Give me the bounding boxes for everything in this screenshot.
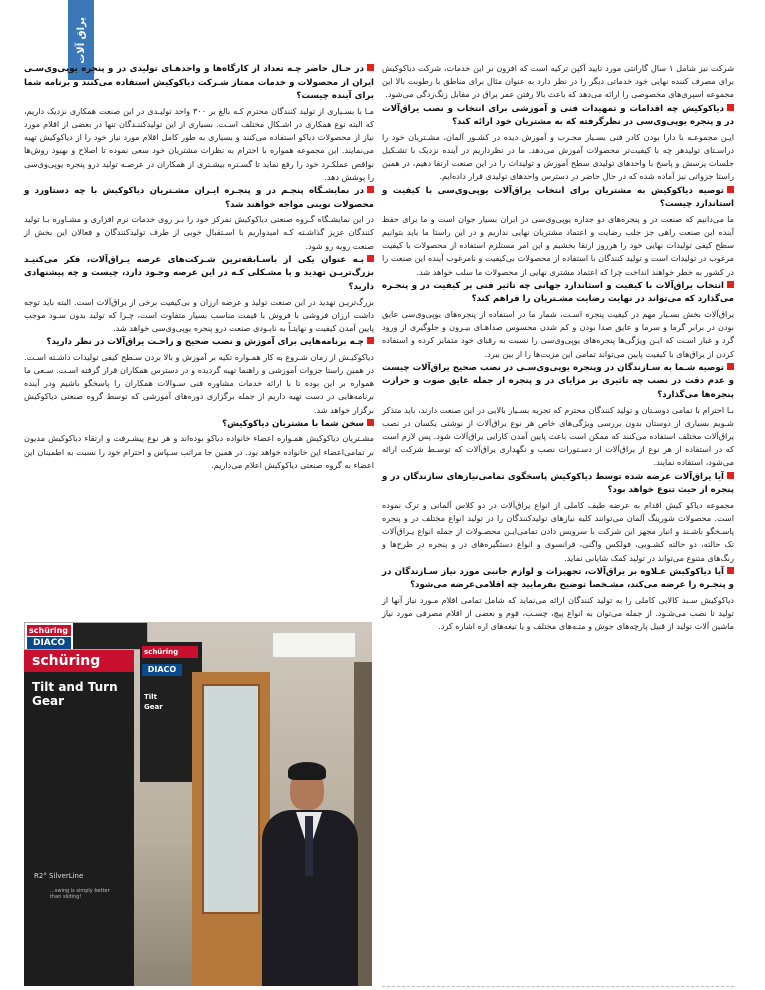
tall-product-banner xyxy=(24,650,134,986)
window-pane xyxy=(202,684,260,914)
mid-banner-sub: DIACO xyxy=(142,664,182,676)
answer-paragraph: دیاکوکیـش از زمان شـروع به کار همـواره تکیه بر آموزش و بالا بردن سـطح کیفی تولیدات داشـته اسـت. در همین راستا جزوات آموزشی و راهنما تهیه گردیده و در دسترس همکاران قرار گرفته اسـت. سـعی ما همواره بر این بوده تا با ارائه خدمات مشاوره فنی سـوالات همکاران را پاسخگو باشیم ودر آینده برنامه‌هایی در دست تهیه داریم از جمله برگزاری دوره‌های آموزشی که توسط گروه صنعتی دیاکوکیش برگزار خواهد شد. xyxy=(24,351,374,415)
question-text: توصیه دیاکوکیش به مشتریان برای انتخاب یراق‌آلات یوپی‌وی‌سی با کیفیت و استاندارد چیست؟ xyxy=(382,185,734,210)
question-heading xyxy=(382,103,734,130)
answer-paragraph: ما می‌دانیم که صنعت در و پنجره‌های دو جداره یوپی‌وی‌سی در ایران بسیار جوان است و ما برای حفظ آینده این صنعت راهی جز جلب رضایت و اعتماد مشتریان نهایی نداریم و در این راستا ما باید بتوانیم سطح کیفی تولیدات نهایی خود را هرروز ارتقا بخشیم و این امر مستلزم استفاده از محصولات با کیفیت مرغوب در تولیدات است و تولید کنندگان با استفاده از محصولات بی‌کیفیت و نامرغوب آینده این صنعت را در کشور به خطر خواهند انداخت چرا که اعتماد مشتری نهایی از محصولات ما سلب خواهد شد. xyxy=(382,213,734,277)
tall-banner-product: R2° SilverLine xyxy=(34,872,84,880)
question-heading xyxy=(382,362,734,403)
top-banner-dark xyxy=(73,623,147,649)
top-brand-banner xyxy=(24,622,148,650)
right-text-column xyxy=(382,62,734,635)
red-bullet-icon xyxy=(727,281,734,288)
question-text: در حـال حاضر چـه تعداد از کارگاه‌ها و واحدهـای تولیدی در و پنجره یوپی‌وی‌سـی ایران از محصولات و خدمات ممتاز شـرکت دیاکوکیش استفاده می‌کنند و برنامه شما برای آینده چیست؟ xyxy=(24,64,374,102)
question-text: بـه عنوان یکی از باسـابقه‌ترین شـرکت‌های عرصه یـراق‌آلات، فکر می‌کنیـد بزرگ‌تریـن تهدید و یا مشـکلی کـه در این عرصه وجـود دارد، چیست و چه پیشنهادی دارید؟ xyxy=(24,254,374,292)
window-sample xyxy=(192,672,270,986)
tall-banner-logo: schüring xyxy=(24,650,134,672)
red-bullet-icon xyxy=(367,419,374,426)
top-brand-sub: DIACO xyxy=(27,637,71,649)
red-bullet-icon xyxy=(727,186,734,193)
mid-banner-title xyxy=(144,692,163,712)
answer-paragraph: دیاکوکیش سـبد کالایی کاملی را به تولید کنندگان ارائه می‌نماید که شامل تمامی اقلام مـورد نیاز آنها از تولید تا نصب می‌شـود. از جمله می‌توان به انواع پیچ، چسـب، فوم و بعضی از اقلام مصرفی مورد نیاز ماشین آلات تولید از قبیل پارچه‌های جوش و متـه‌های مختلف و یا تیغه‌های اره اشاره کرد. xyxy=(382,595,734,632)
question-text: چـه برنامه‌هایی برای آموزش و نصب صحیح و راحـت یراق‌آلات در نظر دارید؟ xyxy=(46,337,364,348)
question-text: آیا دیاکوکیش عـلاوه بر یراق‌آلات، تجهیزات و لوازم جانبی مورد نیاز سـازندگان در و پنجـره را عرضه می‌کند، مشـخصا توضیح بفرمایید چه اقلامی‌عرضه می‌شود؟ xyxy=(382,566,734,591)
bottom-divider xyxy=(382,986,734,987)
question-heading xyxy=(24,336,374,350)
red-bullet-icon xyxy=(367,337,374,344)
question-heading xyxy=(382,471,734,498)
person-tie xyxy=(305,816,313,876)
red-bullet-icon xyxy=(727,472,734,479)
question-heading xyxy=(382,566,734,593)
answer-paragraph: یراق‌آلات بخش بسـیار مهم در کیفیت پنجره اسـت، شمار ما در استفاده از پنجره‌های یوپی‌وی‌سی عایق بودن در برابر گرما و سرما و عایق صدا بودن و کم شدن محسوس صداهـای بیـرون و جلوگیری از ورود گرد و غبار اسـت که ایـن ویژگی‌ها پنجره‌های یوپی‌وی‌سی را نسبت به رقبای خود متمایز کرده و استفاده کردن از یراق‌های با کیفیت پایین می‌تواند تمامی این مزیت‌ها را از بین ببرد. xyxy=(382,309,734,359)
question-heading xyxy=(382,280,734,307)
answer-paragraph: ایـن مجموعـه با دارا بودن کادر فنی بسـیار مجـرب و آموزش دیده در کشـور آلمان، مشـتریان خود را دراسـتای تولیدهر چه با کیفیت‌تر محصولات آموزش می‌دهد. ما در نظرداریم در آینده نزدیک با تشـکیل جلسات پرسش و پاسخ با واحدهای تولیدی سطح آموزش و تولیدات را در این صنعت ارتقا دهیم، در همین راستا جزواتی نیز آماده شده که در حال حاضر در دسترس واحدهای تولیدی قرار داده‌ایم. xyxy=(382,131,734,182)
answer-paragraph: بـا احترام با تمامی دوسـتان و تولید کنندگان محترم که تجربه بسـیار بالایی در این صنعت دارند، باید متذکر شـویم بسیاری از دوستان بدون بررسی ویژگی‌های خاص هر نوع یراق‌آلات از نوشتی یکسان در نصب یراق‌آلات مختلف استفاده می‌کنند که ممکن است باعث پایین آمدن کارایی یراق‌آلات شود. پس لازم است که در استفاده از هر نوع از یراق‌آلات از دسـتورات نصب و نگهداری یراق‌آلات که توسـط شرکت ارائه می‌شود، استفاده نمایند. xyxy=(382,404,734,468)
red-bullet-icon xyxy=(727,104,734,111)
ceiling-lamp xyxy=(272,632,356,658)
question-text: سخن شما با مشتریان دیاکوکیش؟ xyxy=(222,418,364,429)
question-text: انتخاب یراق‌آلات با کیفیت و استاندارد جهانی چه تاثیر فنی بر کیفیت در و پنجـره می‌گذارد که می‌تواند در نهایت رضایت مشـتریان را فراهم کند؟ xyxy=(382,280,734,305)
tall-banner-title xyxy=(32,680,118,708)
answer-paragraph: شرکت نیز شامل ۱ سال گارانتی مورد تایید آکپن ترکیه است که افزون بر این خدمات، شرکت دیاکوکیش برای مصرف کننده نهایی خود خدماتی دیگر را در نظر دارد به عنوان مثال برای مناطق با رطوبت بالا این مجموعه اسپری‌های مخصوصی را ارائه می‌دهد که باعث بالا رفتن عمر یراق در مقابل زنگ‌زدگی می‌شود. xyxy=(382,63,735,100)
question-heading xyxy=(24,63,374,104)
red-bullet-icon xyxy=(727,363,734,370)
question-heading xyxy=(382,185,734,212)
tall-banner-slogan: ...swing is simply better than sliding! xyxy=(50,888,110,900)
question-text: آیا یراق‌آلات عرضه شده توسط دیاکوکیش پاسخگوی تمامی‌نیازهای سازندگان در و پنجره از حیث تنوع خواهد بود؟ xyxy=(382,471,734,496)
mid-banner-title-line2: Gear xyxy=(144,703,163,711)
answer-paragraph: بزرگ‌تریـن تهدید در این صنعت تولید و عرضه ارزان و بی‌کیفیت برخی از یراق‌آلات است. البته باید توجه داشت ارزان فروشی با فروش با قیمت مناسب بسیار متفاوت است، چـرا که تولید بدون سـود موجب پایین آمدن کیفیت و نهایتـاً به نابـودی صنعت درو پنجره یوپی‌وی‌سی خواهد شد. xyxy=(24,296,374,333)
question-heading xyxy=(24,254,374,295)
red-bullet-icon xyxy=(367,64,374,71)
mid-banner-logo: schüring xyxy=(142,646,198,658)
answer-paragraph: مجموعه دیاکو کیش اقدام به عرضه طیف کاملی از انواع یراق‌آلات در دو کلاس آلمانی و ترک نموده است. محصولات شورینگ آلمان می‌توانند کلیه نیازهای تولیدکنندگان را در تولید انواع مختلف در و پنجره پاسـخگو باشـند و انبار مجهز این شرکت با سرویس دادن تمامی‌ایـن محصـولات از جمله انواع یـراق‌آلات تک حالته، دو حالته کشـویی، فولکس واگنی، فرانسوی و انواع دستگیره‌های در و پنجره در طرح‌ها و رنگ‌های متنوع می‌تواند در تولید کمک شایانی نماید. xyxy=(382,499,734,563)
tall-banner-title-line2: Gear xyxy=(32,694,65,708)
question-text: در نمایشـگاه پنجـم در و پنجـره ایـران مشـتریان دیاکوکیش با چه دستاورد و محصولات نوینی مواجه خواهند شد؟ xyxy=(24,186,374,210)
question-text: دیاکوکیش چه اقدامات و تمهیدات فنی و آموزشی برای انتخاب و نصب یراق‌آلات در و پنجره یوپی‌وی‌سی در نظرگرفته که به مشتریان خود ارائه کند؟ xyxy=(382,103,734,128)
mid-banner-title-line1: Tilt xyxy=(144,693,157,701)
section-tab-label: یراق آلات xyxy=(75,16,87,64)
interview-photo xyxy=(24,622,372,986)
answer-paragraph: مـا با بسـیاری از تولید کنندگان محترم کـه بالغ بر ۳۰۰ واحد تولیـدی در این صنعت همکاری نزدیک داریم، که البته نوع همکاری در اشـکال مختلف اسـت. بسیاری از این تولیدکننـدگان تنها در بعضی از اقلام مورد نیاز از محصولات دیاکو استفاده می‌کنند و بسیاری به طور کامل اقلام مورد نیاز خود را از دیاکوکیش تهیه می‌نمایند. این مجموعه همواره با احترام به نظرات مشتریان خود سعی نموده تا اصلاح و بهبود روش‌ها نواقص عملکـرد خود را رفع نماید تا گسـتره بیشـتری از همکاران در عرصـه تولید درو پنجره یوپی‌وی‌سی را پوشش دهد. xyxy=(24,105,375,182)
red-bullet-icon xyxy=(727,567,734,574)
person-hair xyxy=(288,762,326,780)
question-text: توصیه شـما به سـازندگان در وپنجره یوپی‌وی‌سـی در نصب صحیح یراق‌آلات چیست و عدم دقت در نصب چه تاثیری بر مزایای در و پنجره از جمله عایق صوت و حرارت پنجره‌ها می‌گذارد؟ xyxy=(382,362,734,400)
answer-paragraph: مشـتریان دیاکوکیش همـواره اعضاء خانواده دیاکو بوده‌اند و هر نوع پیشـرفت و ارتقاء دیاکوکیش مدیون بر تمامی‌اعضاء این خانواده خواهد بود. در همین جا مراتب سـپاس و احترام خود را نسبت به اطمینان این اعضاء به گروه صنعتی دیاکوکیش اعلام می‌داریم. xyxy=(24,433,374,470)
top-brand-logo: schüring xyxy=(27,625,71,636)
red-bullet-icon xyxy=(367,255,374,262)
red-bullet-icon xyxy=(367,186,374,193)
question-heading xyxy=(24,418,374,432)
answer-paragraph: در این نمایشـگاه گـروه صنعتی دیاکوکیش تمرکز خود را بـر روی خدمات نرم افزاری و مشـاوره بـا تولید کنندگان عزیز گذاشـته کـه امیدواریم با اسـتقبال خوبی از طرف تولیدکنندگان و فعالان این بخش از صنعت روبه رو شود. xyxy=(24,214,374,251)
question-heading xyxy=(24,185,374,212)
tall-banner-title-line1: Tilt and Turn xyxy=(32,680,118,694)
left-text-column xyxy=(24,62,374,473)
